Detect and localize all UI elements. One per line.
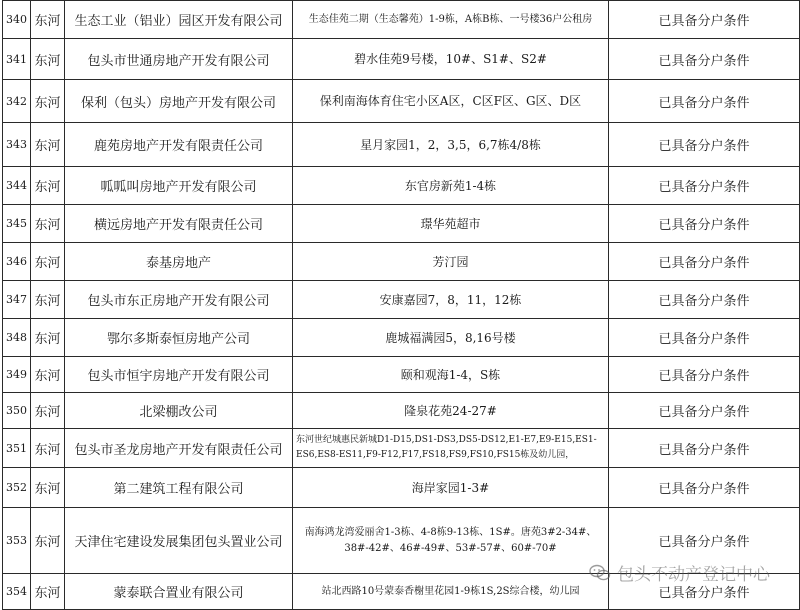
- developer-cell: 天津住宅建设发展集团包头置业公司: [65, 508, 293, 574]
- district-cell: 东河: [31, 508, 65, 574]
- condition-cell: 已具备分户条件: [609, 39, 800, 80]
- row-number: 354: [3, 574, 31, 610]
- condition-cell: 已具备分户条件: [609, 205, 800, 243]
- developer-cell: 生态工业（铝业）园区开发有限公司: [65, 1, 293, 39]
- condition-cell: 已具备分户条件: [609, 1, 800, 39]
- row-number: 353: [3, 508, 31, 574]
- table-row: [3, 243, 800, 281]
- district-cell: 东河: [31, 243, 65, 281]
- row-number: 352: [3, 468, 31, 508]
- condition-cell: 已具备分户条件: [609, 319, 800, 357]
- condition-cell: 已具备分户条件: [609, 243, 800, 281]
- project-cell: 保利南海体育住宅小区A区，C区F区、G区、D区: [293, 80, 609, 123]
- condition-cell: 已具备分户条件: [609, 429, 800, 468]
- developer-cell: 保利（包头）房地产开发有限公司: [65, 80, 293, 123]
- row-number: 345: [3, 205, 31, 243]
- project-cell: 璟华苑超市: [293, 205, 609, 243]
- district-cell: 东河: [31, 429, 65, 468]
- table-row: [3, 39, 800, 80]
- condition-cell: 已具备分户条件: [609, 123, 800, 167]
- project-cell: 鹿城福满园5，8,16号楼: [293, 319, 609, 357]
- district-cell: 东河: [31, 205, 65, 243]
- condition-cell: 已具备分户条件: [609, 468, 800, 508]
- row-number: 346: [3, 243, 31, 281]
- district-cell: 东河: [31, 123, 65, 167]
- project-cell: 生态佳苑二期（生态馨苑）1-9栋，A栋B栋、一号楼36户公租房: [293, 1, 609, 39]
- project-cell: 芳汀园: [293, 243, 609, 281]
- developer-cell: 泰基房地产: [65, 243, 293, 281]
- condition-cell: 已具备分户条件: [609, 393, 800, 429]
- project-cell: 东河世纪城惠民新城D1-D15,DS1-DS3,DS5-DS12,E1-E7,E9-E15,ES1-ES6,ES8-ES11,F9-F12,F17,FS18,FS9,FS10,FS15栋及幼儿园，: [293, 429, 609, 468]
- condition-cell: 已具备分户条件: [609, 508, 800, 574]
- condition-cell: 已具备分户条件: [609, 80, 800, 123]
- table-row: [3, 393, 800, 429]
- district-cell: 东河: [31, 319, 65, 357]
- row-number: 351: [3, 429, 31, 468]
- developer-cell: 蒙泰联合置业有限公司: [65, 574, 293, 610]
- table-row: [3, 357, 800, 393]
- row-number: 349: [3, 357, 31, 393]
- district-cell: 东河: [31, 39, 65, 80]
- table-row: [3, 281, 800, 319]
- developer-cell: 北梁棚改公司: [65, 393, 293, 429]
- table-row: [3, 429, 800, 468]
- developer-cell: 包头市东正房地产开发有限公司: [65, 281, 293, 319]
- row-number: 350: [3, 393, 31, 429]
- row-number: 344: [3, 167, 31, 205]
- registration-table: [2, 0, 800, 610]
- project-cell: 星月家园1，2，3,5，6,7栋4/8栋: [293, 123, 609, 167]
- district-cell: 东河: [31, 468, 65, 508]
- table-row: [3, 205, 800, 243]
- district-cell: 东河: [31, 1, 65, 39]
- district-cell: 东河: [31, 357, 65, 393]
- table-row: [3, 468, 800, 508]
- project-cell: 隆泉花苑24-27#: [293, 393, 609, 429]
- developer-cell: 包头市恒宇房地产开发有限公司: [65, 357, 293, 393]
- wechat-icon: [589, 564, 611, 582]
- project-cell: 颐和观海1-4，S栋: [293, 357, 609, 393]
- project-cell: 南海鸿龙湾爱丽舍1-3栋、4-8栋9-13栋、1S#。唐苑3#2-34#、38#-42#、46#-49#、53#-57#、60#-70#: [293, 508, 609, 574]
- row-number: 340: [3, 1, 31, 39]
- developer-cell: 包头市世通房地产开发有限公司: [65, 39, 293, 80]
- project-cell: 海岸家园1-3#: [293, 468, 609, 508]
- table-row: [3, 1, 800, 39]
- condition-cell: 已具备分户条件: [609, 167, 800, 205]
- condition-cell: 已具备分户条件: [609, 574, 800, 610]
- watermark-text: 包头不动产登记中心: [617, 565, 770, 585]
- row-number: 348: [3, 319, 31, 357]
- table-row: [3, 319, 800, 357]
- district-cell: 东河: [31, 574, 65, 610]
- row-number: 343: [3, 123, 31, 167]
- project-cell: 安康嘉园7，8，11，12栋: [293, 281, 609, 319]
- developer-cell: 横远房地产开发有限责任公司: [65, 205, 293, 243]
- table-row: [3, 80, 800, 123]
- developer-cell: 呱呱叫房地产开发有限公司: [65, 167, 293, 205]
- developer-cell: 第二建筑工程有限公司: [65, 468, 293, 508]
- district-cell: 东河: [31, 80, 65, 123]
- condition-cell: 已具备分户条件: [609, 357, 800, 393]
- developer-cell: 鹿苑房地产开发有限责任公司: [65, 123, 293, 167]
- district-cell: 东河: [31, 167, 65, 205]
- row-number: 347: [3, 281, 31, 319]
- row-number: 342: [3, 80, 31, 123]
- project-cell: 东官房新苑1-4栋: [293, 167, 609, 205]
- developer-cell: 包头市圣龙房地产开发有限责任公司: [65, 429, 293, 468]
- developer-cell: 鄂尔多斯泰恒房地产公司: [65, 319, 293, 357]
- condition-cell: 已具备分户条件: [609, 281, 800, 319]
- district-cell: 东河: [31, 281, 65, 319]
- table-row: [3, 123, 800, 167]
- project-cell: 站北西路10号蒙泰香榭里花园1-9栋1S,2S综合楼，幼儿园: [293, 574, 609, 610]
- row-number: 341: [3, 39, 31, 80]
- watermark: [589, 560, 770, 585]
- table-row: [3, 167, 800, 205]
- project-cell: 碧水佳苑9号楼，10#、S1#、S2#: [293, 39, 609, 80]
- district-cell: 东河: [31, 393, 65, 429]
